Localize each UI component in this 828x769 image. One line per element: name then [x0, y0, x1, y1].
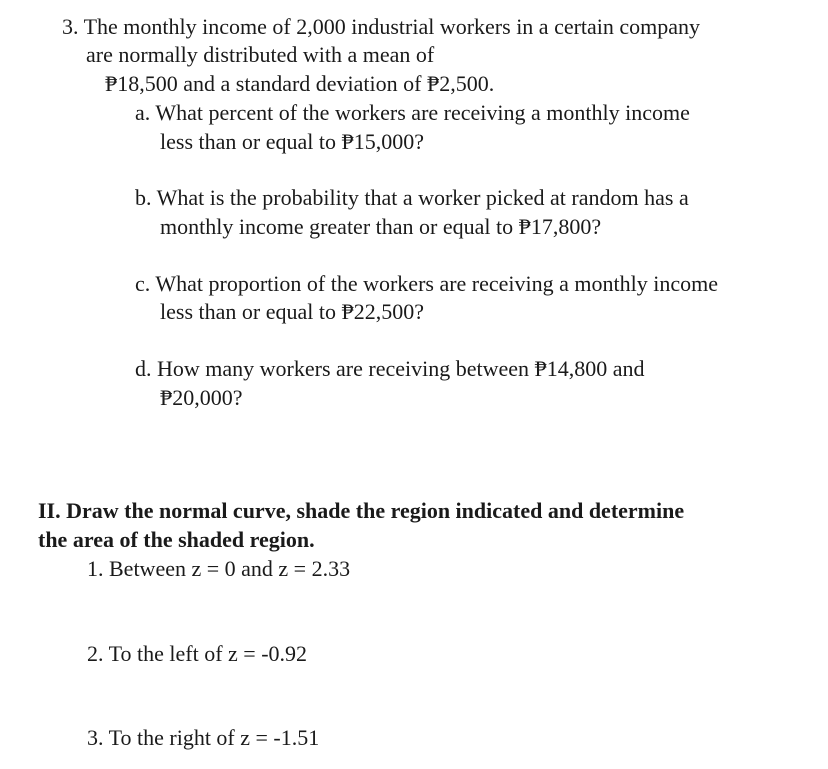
problem-3-line-2: are normally distributed with a mean of: [86, 42, 435, 67]
section-2-item-2: 2. To the left of z = -0.92: [87, 641, 308, 666]
question-d-line-2: ₱20,000?: [160, 385, 243, 410]
section-2-heading-line-2: the area of the shaded region.: [38, 527, 315, 552]
question-a-line-1: a. What percent of the workers are receiving a monthly income: [135, 100, 690, 125]
section-2-heading-line-1: II. Draw the normal curve, shade the region indicated and determine: [38, 498, 685, 523]
question-b-line-1: b. What is the probability that a worker picked at random has a: [135, 185, 689, 210]
section-2-item-3: 3. To the right of z = -1.51: [87, 725, 320, 750]
section-2-item-1: 1. Between z = 0 and z = 2.33: [87, 556, 351, 581]
question-a-line-2: less than or equal to ₱15,000?: [160, 129, 424, 154]
question-d-line-1: d. How many workers are receiving between ₱14,800 and: [135, 356, 645, 381]
problem-3-line-1: 3. The monthly income of 2,000 industrial workers in a certain company: [62, 14, 701, 39]
problem-3-line-3: ₱18,500 and a standard deviation of ₱2,500.: [105, 71, 495, 96]
question-b-line-2: monthly income greater than or equal to ₱17,800?: [160, 214, 602, 239]
question-c-line-1: c. What proportion of the workers are receiving a monthly income: [135, 271, 719, 296]
question-c-line-2: less than or equal to ₱22,500?: [160, 299, 424, 324]
